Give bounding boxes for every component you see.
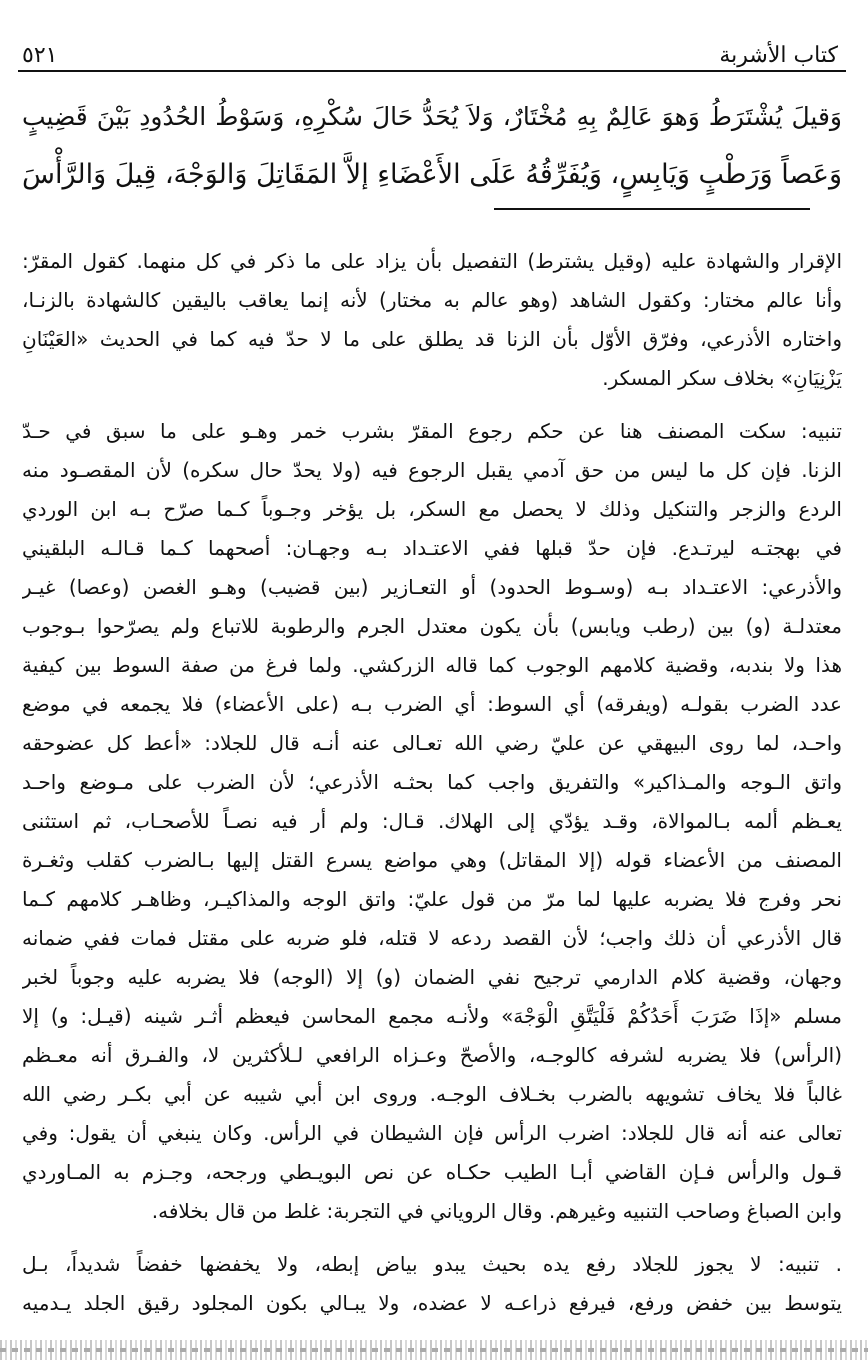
commentary-line: والأذرعي: الاعتـداد بـه (وسـوط الحدود) أو التعـازير (بين قضيب) وهـو الغصن (وعصا) غيـر — [22, 575, 842, 599]
commentary-line: يعـظم ألمه بـالموالاة، وقـد يؤدّي إلى الهلاك. قـال: ولم أر فيه نصـاً للأصحـاب، ثم استثنى — [22, 809, 842, 833]
commentary-line: الردع والزجر والتنكيل وذلك لا يحصل مع السكر، بل يؤخر وجـوباً كـما صرّح بـه ابن الوردي — [22, 497, 842, 521]
page-number: ٥٢١ — [22, 43, 58, 68]
commentary-line: يتوسط بين خفض ورفع، فيرفع ذراعـه لا عضده، ولا يبـالي بكون المجلود رقيق الجلد يـدميه — [22, 1291, 842, 1315]
commentary-paragraph — [22, 412, 842, 1231]
commentary-line: عدد الضرب بقولـه (ويفرقه) أي السوط: أي الضرب بـه (على الأعضاء) فلا يجمعه في موضع — [22, 692, 842, 716]
commentary-line: تنبيه: سكت المصنف هنا عن حكم رجوع المقرّ بشرب خمر وهـو على ما سبق في حـدّ — [22, 419, 842, 443]
commentary-line: واتق الـوجه والمـذاكير» والتفريق واجب كما بحثـه الأذرعي؛ لأن الضرب على مـوضع واحـد — [22, 770, 842, 794]
commentary-line: تعالى عنه أنه قال للجلاد: اضرب الرأس فإن الشيطان في الرأس. وكان ينبغي أن يقول: وفي — [22, 1121, 842, 1145]
commentary-line: . تنبيه: لا يجوز للجلاد رفع يده بحيث يبدو بياض إبطه، ولا يخفضها خفضاً شديداً، بـل — [22, 1252, 842, 1276]
commentary-line: واختاره الأذرعي، وفرّق الأوّل بأن الزنا قد يطلق على ما لا حدّ فيه كما في الحديث «العَيْنَانِ — [22, 327, 842, 351]
matn-text — [22, 88, 842, 204]
commentary-line: المصنف من الأعضاء قوله (إلا المقاتل) وهي مواضع يسرع القتل إليها بـالضرب كقلب وثغـرة — [22, 848, 842, 872]
commentary-paragraph — [22, 1245, 842, 1323]
commentary-line: مسلم «إذَا ضَرَبَ أَحَدُكُمْ فَلْيَتَّقِ الْوَجْهَ» ولأنـه مجمع المحاسن فيعظم أثـر شينه (قيـل: و) إلا — [22, 1004, 842, 1028]
commentary-line: معتدلـة (و) بين (رطب ويابس) بأن يكون معتدل الجرم والرطوبة للاتباع ولم يصرّحوا بـوجوب — [22, 614, 842, 638]
footnote-separator — [494, 208, 810, 210]
commentary-line: في بهجتـه ليرتـدع. فإن حدّ قبلها ففي الاعتـداد بـه وجهـان: أصحهما كـما قـالـه البلقيني — [22, 536, 842, 560]
header-rule — [18, 70, 846, 72]
commentary-line: يَزْنِيَانِ» بخلاف سكر المسكر. — [602, 366, 842, 390]
commentary-line: الإقرار والشهادة عليه (وقيل يشترط) التفصيل بأن يزاد على ما ذكر في كل منهما. كقول المقرّ: — [22, 249, 842, 273]
commentary-line: هذا ولا بندبه، وقضية كلامهم الوجوب كما قاله الزركشي. ولما فرغ من صفة السوط بين كيفية — [22, 653, 842, 677]
commentary-line: غالباً فلا يخاف تشويهه بالضرب بخـلاف الوجـه. وروى ابن أبي شيبه عن أبي بكـر رضي الله — [22, 1082, 842, 1106]
commentary-line: وابن الصباغ وصاحب التنبيه وغيرهم. وقال الروياني في التجربة: غلط من قال بخلافه. — [151, 1199, 842, 1223]
commentary-line: واحـد، لما روى البيهقي عن عليّ رضي الله تعـالى عنه أنـه قال للجلاد: «أعط كل عضوحقه — [22, 731, 842, 755]
commentary-line: قال الأذرعي أن ذلك واجب؛ لأن القصد ردعه لا قتله، فلو ضربه على مقتل فمات ففي ضمانه — [22, 926, 842, 950]
commentary-line: قـول والرأس فـإن القاضي أبـا الطيب حكـاه عن نص البويـطي ورجحه، وجـزم به المـاوردي — [22, 1160, 842, 1184]
commentary-line: (الرأس) فلا يضربه لشرفه كالوجـه، والأصحّ وعـزاه الرافعي لـلأكثرين لا، والفـرق أنه معـظم — [22, 1043, 842, 1067]
matn-line: وَقيلَ يُشْتَرَطُ وَهوَ عَالِمٌ بِهِ مُخْتَارٌ، وَلاَ يُحَدُّ حَالَ سُكْرِهِ، وَسَوْطُ الحُدُودِ بَيْنَ قَضِيبٍ — [22, 102, 842, 131]
matn-line: وَعَصاً وَرَطْبٍ وَيَابِسٍ، وَيُفَرِّقُهُ عَلَى الأَعْضَاءِ إلاَّ المَقَاتِلَ وَالوَجْهَ، قِيلَ وَالرَّأْسَ — [22, 159, 842, 190]
commentary-line: الزنا. فإن كل ما ليس من حق آدمي يقبل الرجوع فيه (ولا يحدّ حال سكره) لأن المقصـود منه — [22, 458, 842, 482]
commentary-paragraph — [22, 242, 842, 398]
decorative-bottom-border — [0, 1340, 868, 1360]
page-header — [22, 32, 838, 68]
commentary-line: وجهان، وقضية كلام الدارمي ترجيح نفي الضمان (و) إلا (الوجه) فلا يضربه عليه وجوباً لخبر — [22, 965, 842, 989]
commentary-line: وأنا عالم مختار: وكقول الشاهد (وهو عالم به مختار) لأنه إنما يعاقب باليقين كالشهادة بالزنـا، — [22, 288, 842, 312]
running-title: كتاب الأشربة — [719, 43, 838, 68]
commentary-line: نحر وفرج فلا يضربه عليها لما مرّ من قول عليّ: واتق الوجه والمذاكيـر، وظاهـر كلامهم كـما — [22, 887, 842, 911]
commentary-text — [22, 242, 842, 1337]
